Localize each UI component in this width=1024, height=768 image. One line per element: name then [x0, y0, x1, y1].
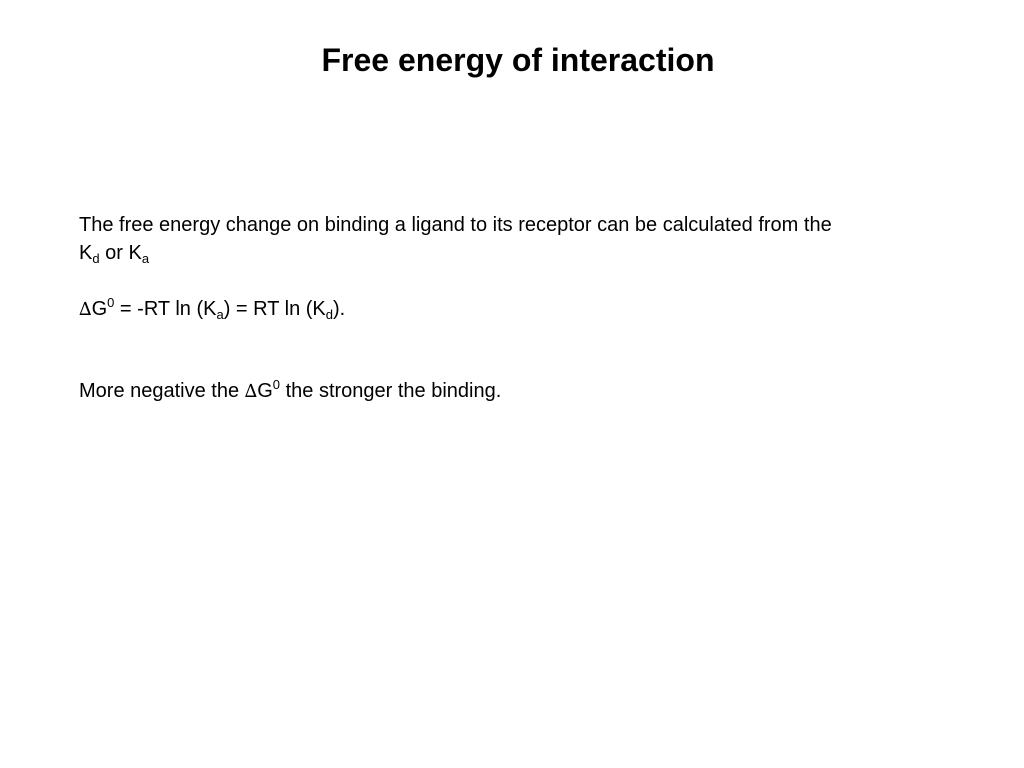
equation-line	[79, 295, 959, 324]
g-symbol: G	[91, 298, 108, 320]
kd-subscript: d	[325, 307, 333, 322]
equation-part2: ) = RT ln (K	[223, 298, 326, 320]
spacer	[79, 267, 959, 295]
g-superscript: 0	[272, 377, 281, 392]
conclusion-line	[79, 377, 959, 406]
intro-text: The free energy change on binding a ligand to its receptor can be calculated from the	[79, 214, 832, 236]
delta-symbol: ∆	[79, 299, 92, 320]
slide-title: Free energy of interaction	[321, 42, 715, 78]
or-ka-text: or K	[99, 242, 142, 264]
kd-symbol: K	[79, 242, 93, 264]
equation-part3: ).	[333, 298, 346, 320]
spacer	[79, 324, 959, 377]
conclusion-prefix: More negative the	[79, 380, 245, 402]
kd-subscript: d	[92, 251, 100, 266]
slide-body	[79, 211, 959, 406]
ka-subscript: a	[216, 307, 224, 322]
g-symbol: G	[257, 380, 273, 402]
equation-part1: = -RT ln (K	[114, 298, 217, 320]
conclusion-suffix: the stronger the binding.	[280, 380, 502, 402]
g-superscript: 0	[107, 295, 115, 310]
delta-symbol: ∆	[244, 381, 258, 402]
intro-paragraph	[79, 211, 959, 267]
ka-subscript: a	[141, 251, 150, 266]
